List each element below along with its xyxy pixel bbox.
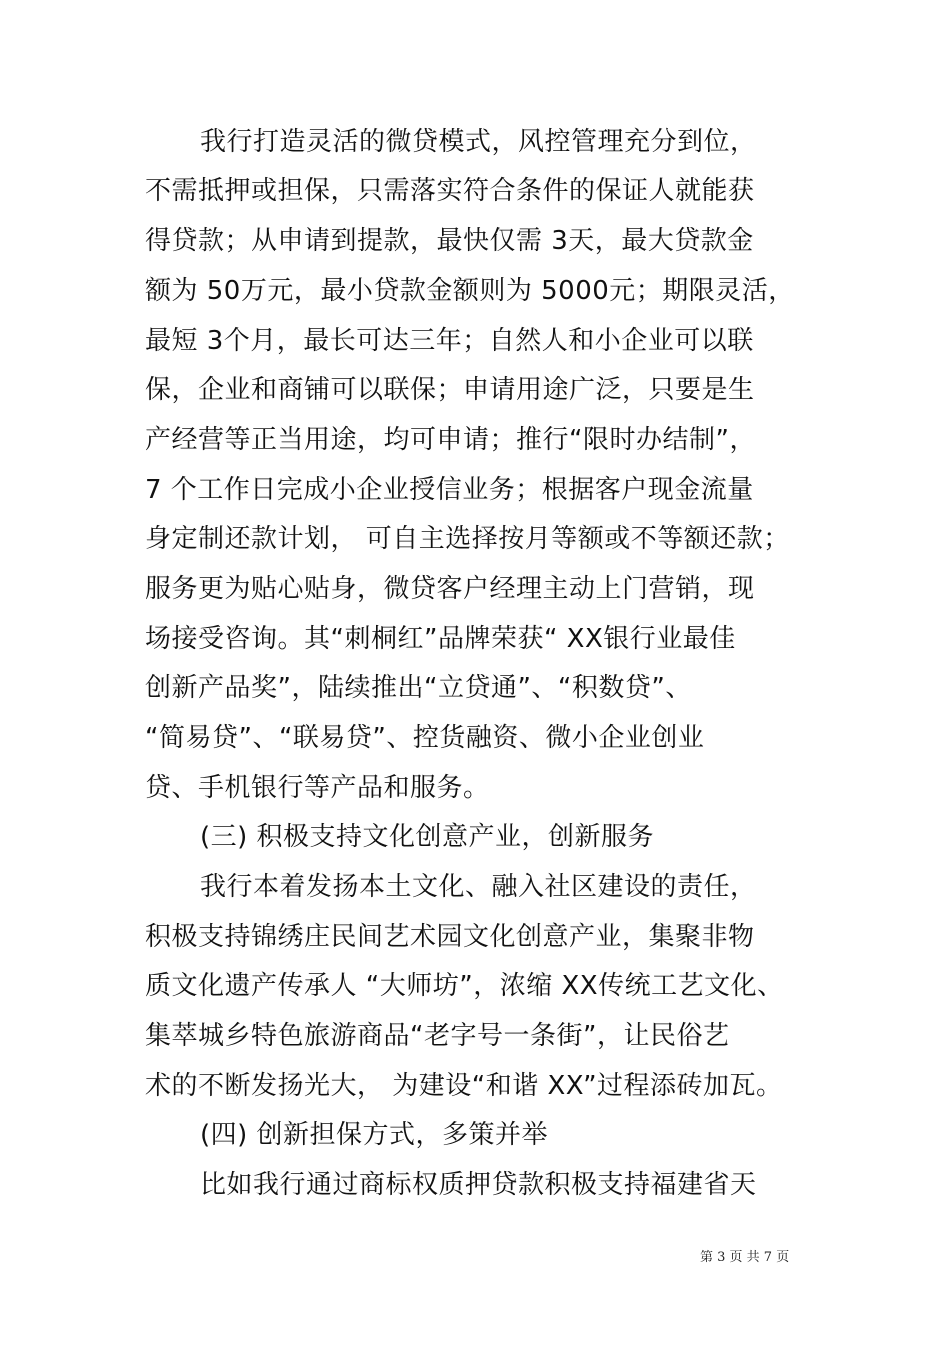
paragraph-line: 服务更为贴心贴身，微贷客户经理主动上门营销，现 — [145, 574, 755, 604]
paragraph-line: 比如我行通过商标权质押贷款积极支持福建省天 — [200, 1170, 757, 1200]
paragraph-line: 集萃城乡特色旅游商品“老字号一条街”，让民俗艺 — [145, 1021, 730, 1051]
section-heading: (三) 积极支持文化创意产业，创新服务 — [200, 822, 655, 852]
paragraph-line: 贷、手机银行等产品和服务。 — [145, 773, 490, 803]
paragraph-line: “简易贷”、“联易贷”、控货融资、微小企业创业 — [145, 723, 705, 753]
paragraph-line: 7 个工作日完成小企业授信业务；根据客户现金流量 — [145, 475, 754, 505]
paragraph-line: 额为 50万元，最小贷款金额则为 5000元；期限灵活， — [145, 276, 795, 306]
paragraph-line: 质文化遗产传承人 “大师坊”，浓缩 XX传统工艺文化、 — [145, 971, 784, 1001]
paragraph-line: 术的不断发扬光大， 为建设“和谐 XX”过程添砖加瓦。 — [145, 1071, 783, 1101]
paragraph-line: 场接受咨询。其“刺桐红”品牌荣获“ XX银行业最佳 — [145, 624, 736, 654]
page-number-footer: 第 3 页 共 7 页 — [700, 1250, 790, 1265]
paragraph-line: 我行打造灵活的微贷模式，风控管理充分到位， — [200, 127, 757, 157]
paragraph-line: 我行本着发扬本土文化、融入社区建设的责任， — [200, 872, 757, 902]
paragraph-line: 最短 3个月，最长可达三年；自然人和小企业可以联 — [145, 326, 754, 356]
paragraph-line: 身定制还款计划， 可自主选择按月等额或不等额还款； — [145, 524, 790, 554]
paragraph-line: 产经营等正当用途，均可申请；推行“限时办结制”， — [145, 425, 756, 455]
paragraph-line: 创新产品奖”，陆续推出“立贷通”、“积数贷”、 — [145, 673, 692, 703]
paragraph-line: 得贷款；从申请到提款，最快仅需 3天，最大贷款金 — [145, 226, 754, 256]
section-heading: (四) 创新担保方式，多策并举 — [200, 1120, 549, 1150]
paragraph-line: 积极支持锦绣庄民间艺术园文化创意产业，集聚非物 — [145, 922, 755, 952]
paragraph-line: 保，企业和商铺可以联保；申请用途广泛，只要是生 — [145, 375, 755, 405]
paragraph-line: 不需抵押或担保，只需落实符合条件的保证人就能获 — [145, 176, 755, 206]
